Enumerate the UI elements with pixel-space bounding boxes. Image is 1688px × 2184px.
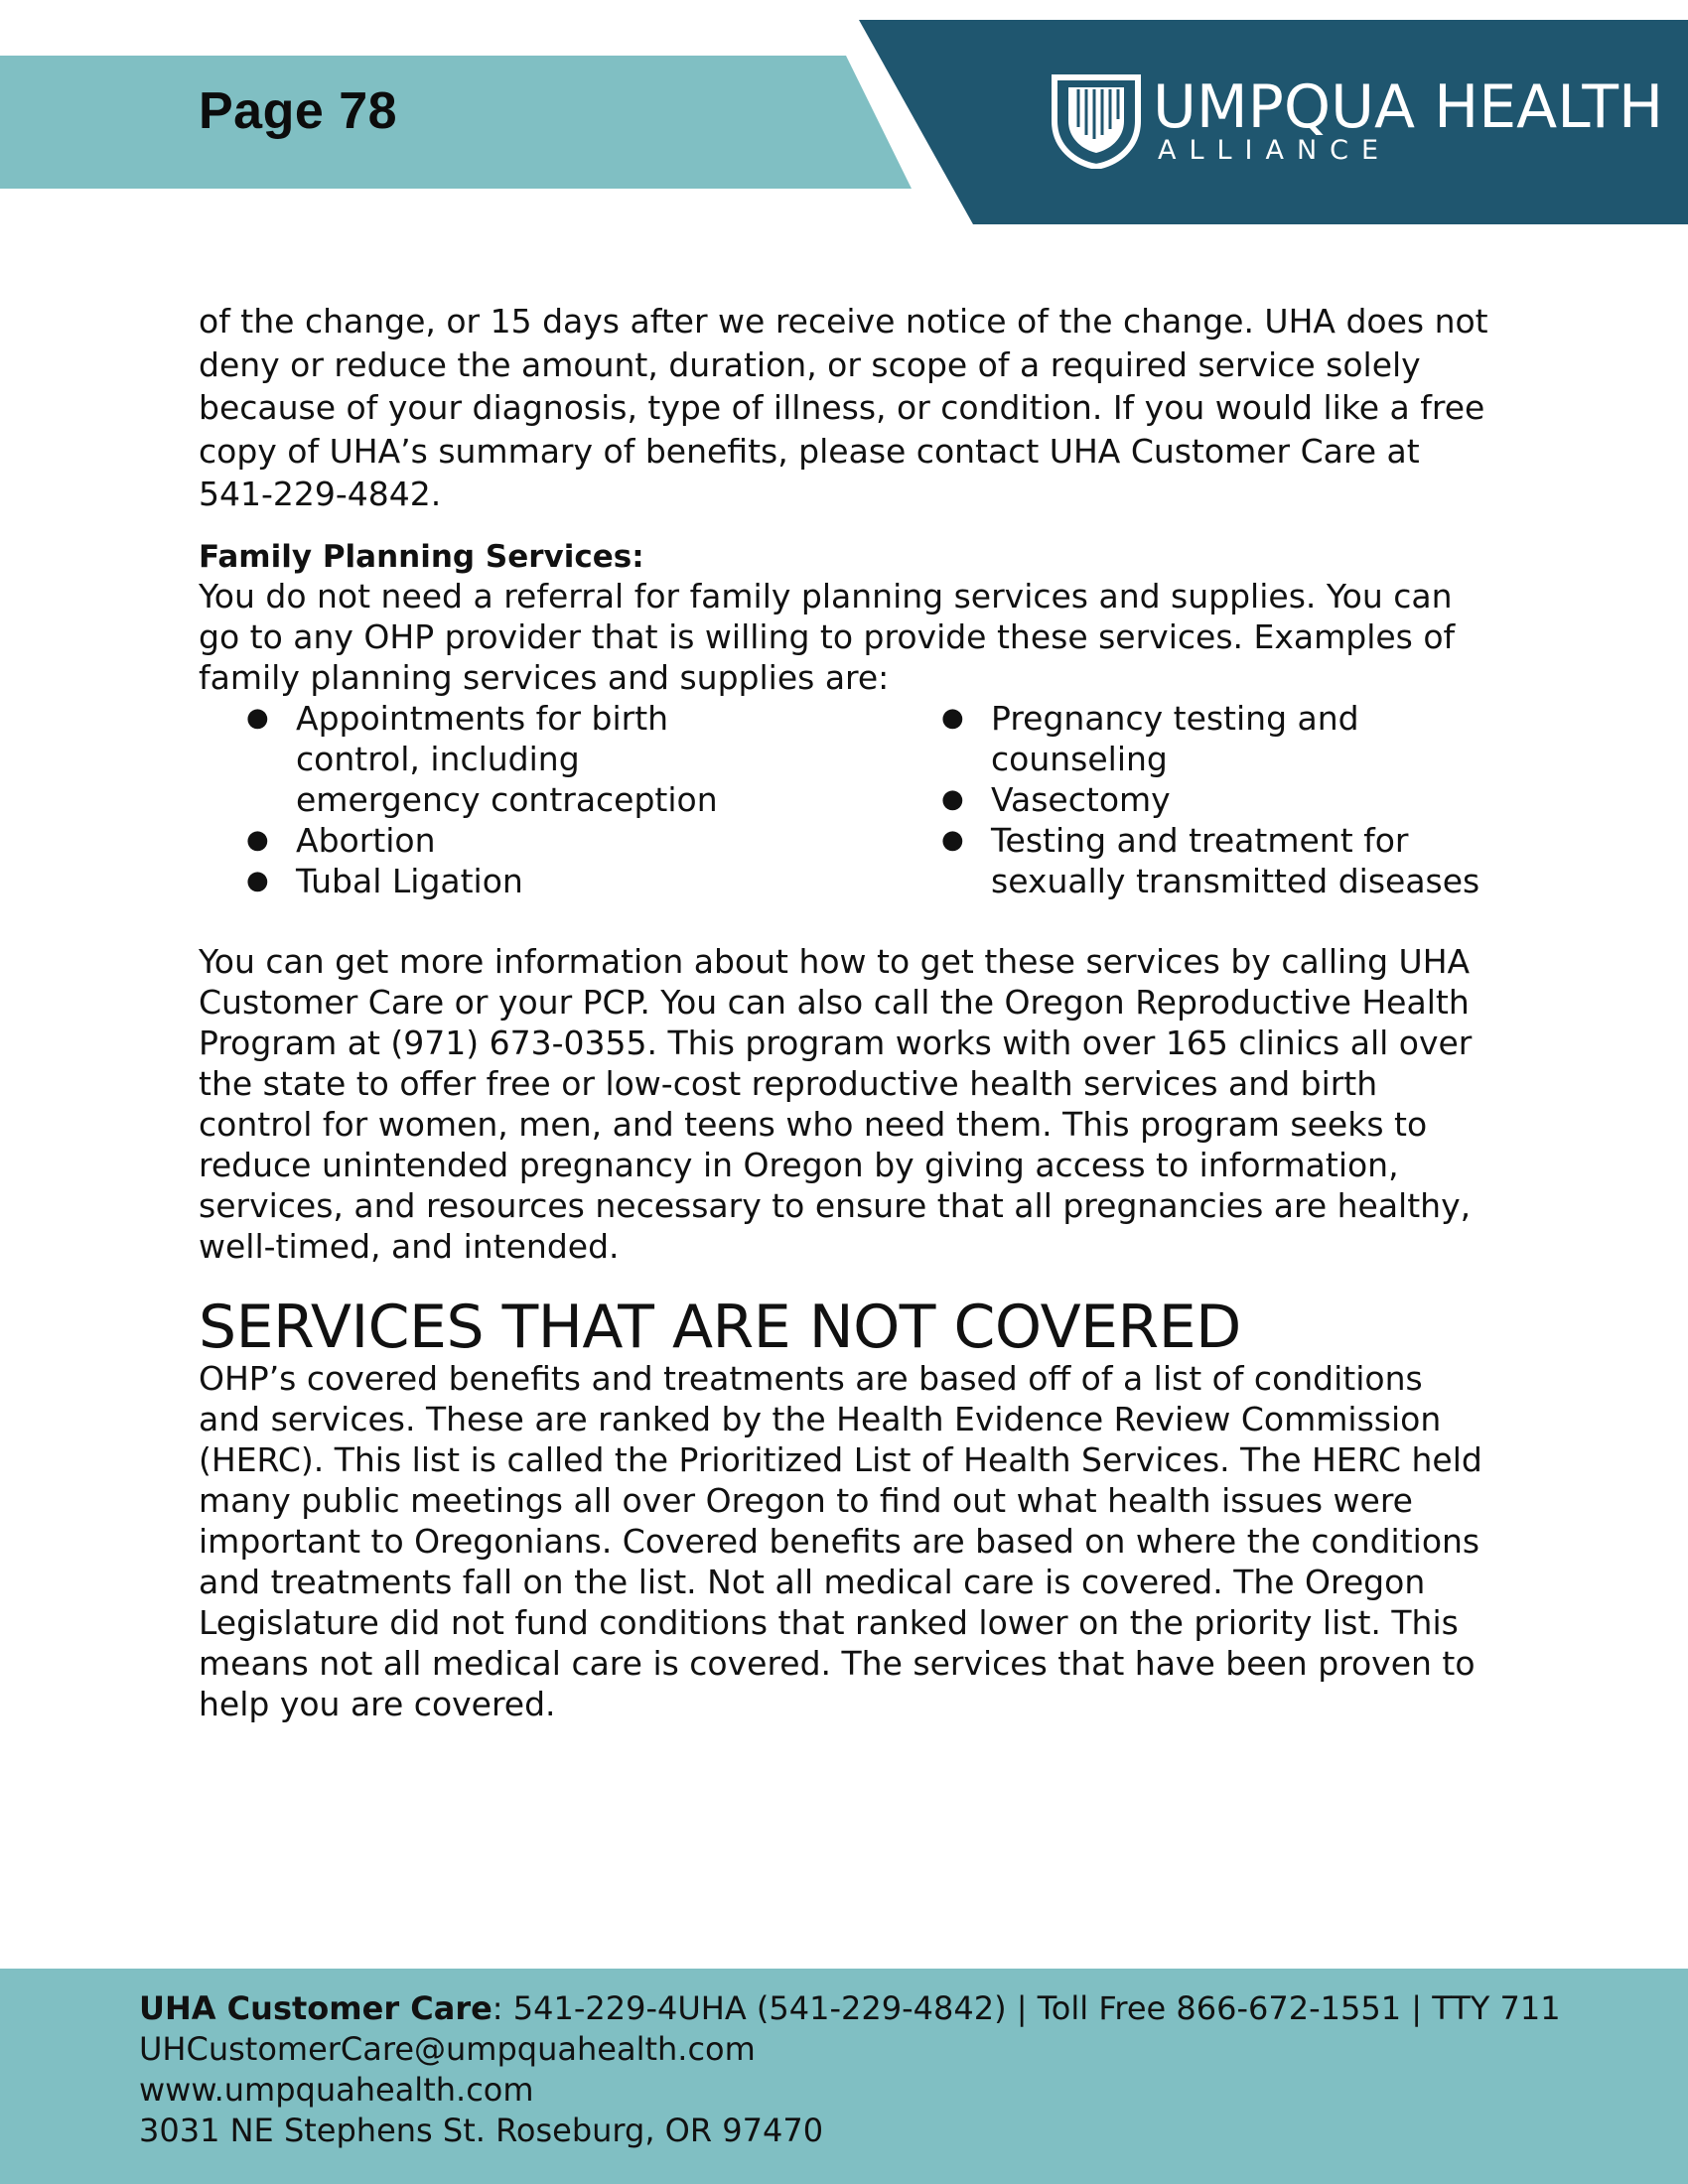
family-planning-list-right [894,698,1489,901]
family-planning-list [199,698,1489,901]
intro-paragraph: of the change, or 15 days after we receive notice of the change. UHA does not deny or reduce the amount, duration, or scope of a required service solely because of your diagnosis, type of illness, or condition. If you would like a free copy of UHA’s summary of benefits, please contact UHA Customer Care at 541-229-4842. [199,302,1488,513]
not-covered-title: SERVICES THAT ARE NOT COVERED [199,1292,1241,1362]
bullet-icon: ● [941,702,964,733]
family-planning-more-info: You can get more information about how to get these services by calling UHA Customer Care or your PCP. You can also call the Oregon Reproductive Health Program at (971) 673-0355. This program works with over 165 clinics all over the state to offer free or low-cost reproductive health services and birth control for women, men, and teens who need them. This program seeks to reduce unintended pregnancy in Oregon by giving access to information, services, and resources necessary to ensure that all pregnancies are healthy, well-timed, and intended. [199,941,1473,1266]
list-item: ● Abortion [246,820,436,860]
bullet-icon: ● [941,783,964,814]
list-item: ● Testing and treatment for sexually transmitted diseases [941,820,1480,900]
not-covered-paragraph: OHP’s covered benefits and treatments are based off of a list of conditions and services. These are ranked by the Health Evidence Review Commission (HERC). This list is called the Prioritized List of Health Services. The HERC held many public meetings all over Oregon to find out what health issues were important to Oregonians. Covered benefits are based on where the conditions and treatments fall on the list. Not all medical care is covered. The Oregon Legislature did not fund conditions that ranked lower on the priority list. This means not all medical care is covered. The services that have been proven to help you are covered. [199,1358,1482,1723]
family-planning-heading: Family Planning Services: [199,538,644,575]
footer-email[interactable]: UHCustomerCare@umpquahealth.com [139,2030,756,2068]
page-footer [0,1969,1688,2184]
bullet-icon: ● [246,824,269,855]
bullet-icon: ● [941,824,964,855]
bullet-icon: ● [246,865,269,895]
list-item: ● Pregnancy testing and counseling [941,698,1359,778]
list-item: ● Tubal Ligation [246,861,523,900]
uha-logo [1049,71,1664,171]
page-number: Page 78 [199,82,398,140]
footer-phone-line [139,1988,1561,2029]
footer-phone-numbers: : 541-229-4UHA (541-229-4842) | Toll Free 866-672-1551 | TTY 711 [492,1989,1561,2027]
footer-address: 3031 NE Stephens St. Roseburg, OR 97470 [139,2112,824,2149]
bullet-icon: ● [246,702,269,733]
family-planning-list-left [199,698,894,901]
footer-customer-care-label: UHA Customer Care [139,1989,492,2027]
uha-shield-icon [1049,71,1144,169]
family-planning-intro: You do not need a referral for family planning services and supplies. You can go to any OHP provider that is willing to provide these services. Examples of family planning services and supplies are: [199,576,1456,697]
list-item: ● Vasectomy [941,779,1171,819]
page-header [0,0,1688,228]
footer-contact [139,1988,1561,2151]
header-light-band [0,56,912,189]
logo-subtitle: ALLIANCE [1158,135,1392,166]
logo-wordmark: UMPQUA HEALTH [1153,72,1664,142]
footer-website[interactable]: www.umpquahealth.com [139,2071,534,2109]
list-item: ● Appointments for birth control, including emergency contraception [246,698,718,819]
page-content [199,300,1489,1724]
